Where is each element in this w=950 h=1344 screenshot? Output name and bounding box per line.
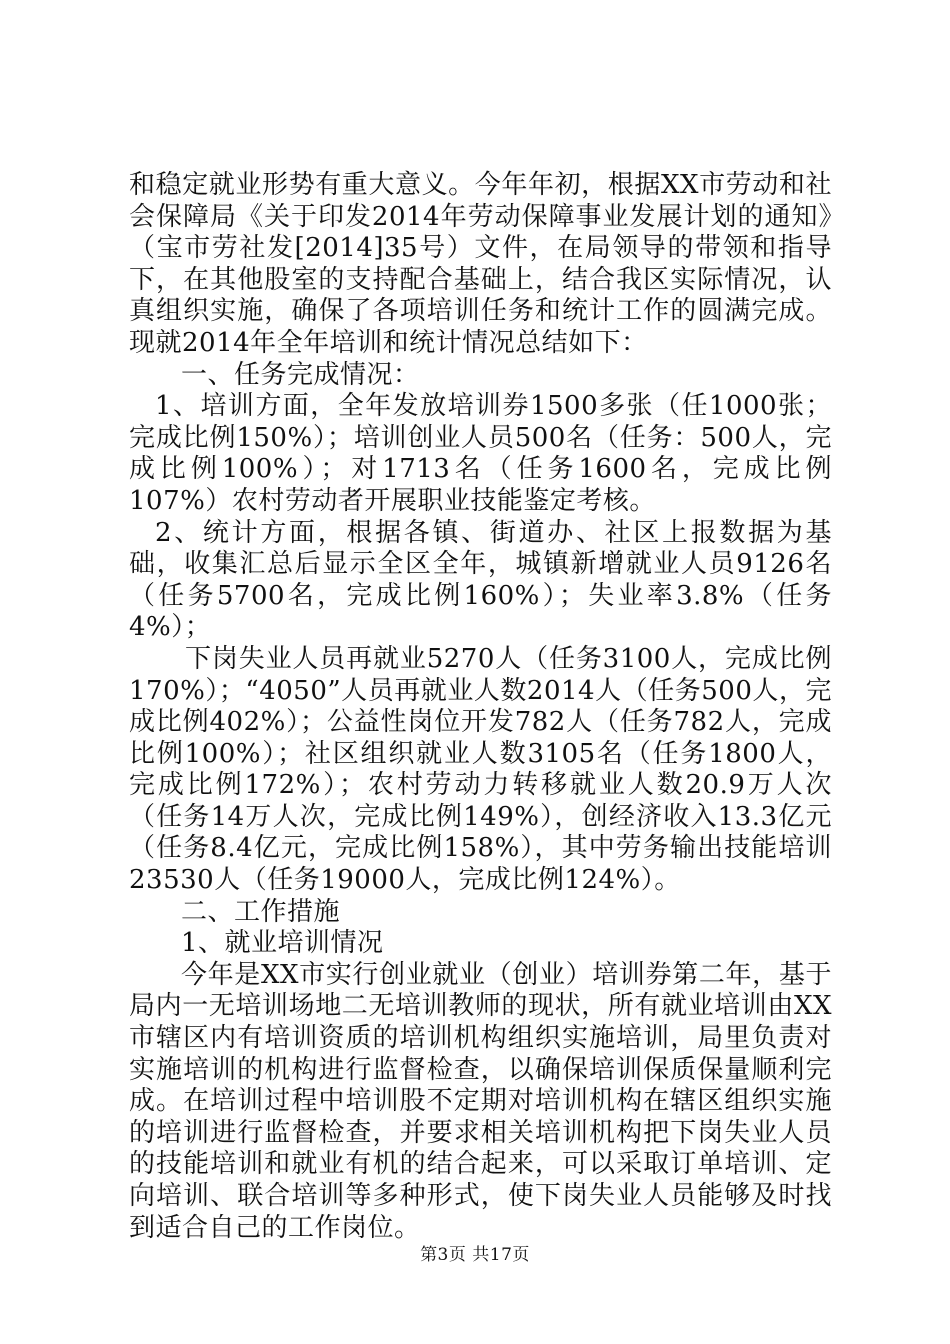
heading-employment-training: 1、就业培训情况 bbox=[181, 928, 384, 959]
paragraph-employment-training: 今年是XX市实行创业就业（创业）培训券第二年，基于局内一无培训场地二无培训教师的现状，所有就业培训由XX市辖区内有培训资质的培训机构组织实施培训，局里负责对实施培训的机构进行监督检查，以确保培训保质保量顺利完成。在培训过程中培训股不定期对培训机构在辖区组织实施的培训进行监督检查，并要求相关培训机构把下岗失业人员的技能培训和就业有机的结合起来，可以采取订单培训、定向培训、联合培训等多种形式，使下岗失业人员能够及时找到适合自己的工作岗位。 bbox=[129, 959, 832, 1243]
paragraph-intro: 和稳定就业形势有重大意义。今年年初，根据XX市劳动和社会保障局《关于印发2014年劳动保障事业发展计划的通知》（宝市劳社发[2014]35号）文件，在局领导的带领和指导下，在其他股室的支持配合基础上，结合我区实际情况，认真组织实施，确保了各项培训任务和统计工作的圆满完成。现就2014年全年培训和统计情况总结如下： bbox=[129, 170, 832, 358]
paragraph-statistics: 2、统计方面，根据各镇、街道办、社区上报数据为基础，收集汇总后显示全区全年，城镇新增就业人员9126名（任务5700名，完成比例160%）；失业率3.8%（任务4%）； bbox=[129, 517, 832, 643]
heading-work-measures: 二、工作措施 bbox=[181, 896, 341, 927]
paragraph-training: 1、培训方面，全年发放培训券1500多张（任1000张；完成比例150%）；培训创业人员500名（任务：500人，完成比例100%）；对1713名（任务1600名，完成比例107%）农村劳动者开展职业技能鉴定考核。 bbox=[129, 391, 832, 516]
document-body bbox=[129, 170, 832, 1244]
page-number-footer: 第3页 共17页 bbox=[420, 1245, 530, 1265]
heading-task-completion: 一、任务完成情况： bbox=[181, 359, 420, 390]
paragraph-reemployment: 下岗失业人员再就业5270人（任务3100人，完成比例170%）；“4050”人员再就业人数2014人（任务500人，完成比例402%）；公益性岗位开发782人（任务782人，完成比例100%）；社区组织就业人数3105名（任务1800人，完成比例172%）；农村劳动力转移就业人数20.9万人次（任务14万人次，完成比例149%），创经济收入13.3亿元（任务8.4亿元，完成比例158%），其中劳务输出技能培训23530人（任务19000人，完成比例124%）。 bbox=[129, 643, 832, 896]
